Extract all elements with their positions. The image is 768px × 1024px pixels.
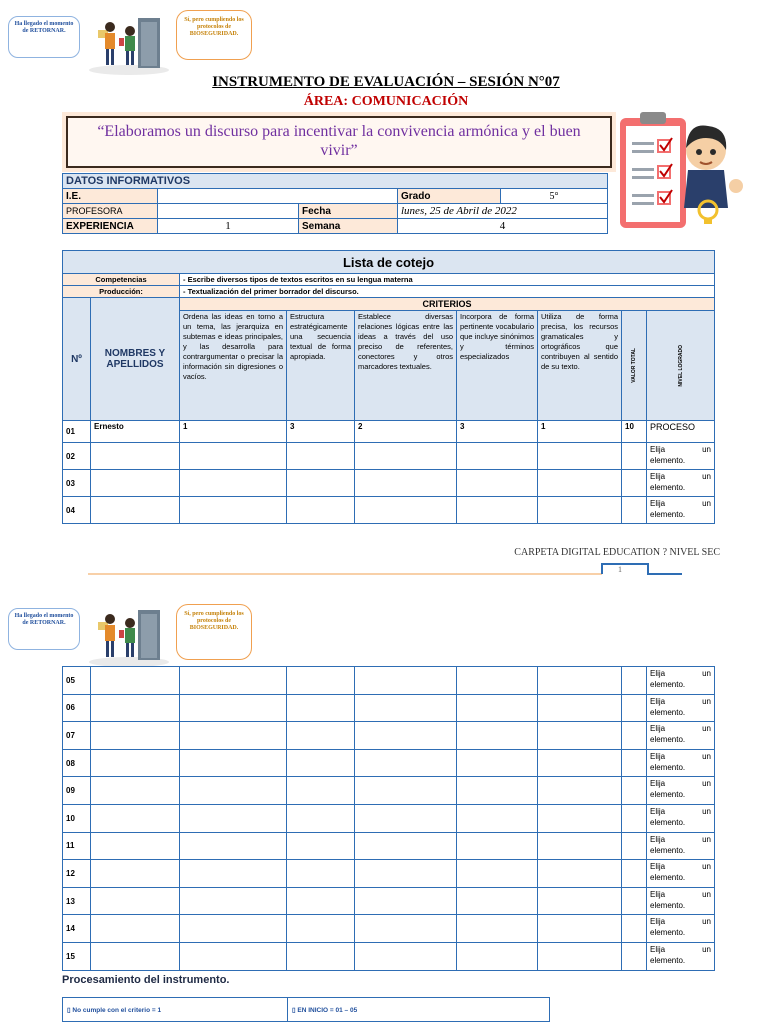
student-name[interactable] (91, 915, 180, 943)
table-row (63, 942, 715, 970)
row-number: 11 (63, 832, 91, 860)
experiencia-label: EXPERIENCIA (63, 219, 158, 234)
score-c4[interactable] (457, 497, 538, 524)
score-c1[interactable] (180, 915, 287, 943)
score-c5[interactable] (538, 860, 622, 888)
area-title: ÁREA: COMUNICACIÓN (303, 94, 469, 109)
score-c4[interactable] (457, 860, 538, 888)
score-c5[interactable] (538, 887, 622, 915)
score-c1[interactable] (180, 470, 287, 497)
score-c2[interactable] (287, 667, 355, 695)
criterion-4: Incorpora de forma pertinente vocabulario que incluye sinónimos y términos especializados (457, 311, 538, 421)
score-c5[interactable] (538, 667, 622, 695)
row-number: 09 (63, 777, 91, 805)
lista-cotejo-table (62, 250, 715, 524)
student-name[interactable] (91, 497, 180, 524)
score-c5[interactable] (538, 832, 622, 860)
row-number: 08 (63, 749, 91, 777)
score-c3[interactable] (355, 832, 457, 860)
fecha-label: Fecha (299, 204, 398, 219)
score-c4[interactable] (457, 443, 538, 470)
nivel-logrado-select[interactable]: Elija un elemento. (647, 470, 715, 497)
valor-total (622, 915, 647, 943)
valor-total: 10 (622, 421, 647, 443)
score-c4[interactable] (457, 470, 538, 497)
speech-bubble-right: Sí, pero cumpliendo los protocolos de BIOSEGURIDAD. (176, 10, 252, 60)
nivel-logrado-select[interactable]: Elija un elemento. (647, 860, 715, 888)
score-c1[interactable] (180, 722, 287, 750)
score-c3[interactable] (355, 722, 457, 750)
student-name[interactable] (91, 942, 180, 970)
valor-total (622, 443, 647, 470)
students-door-icon (86, 606, 172, 668)
speech-bubble-left: Ha llegado el momento de RETORNAR. (8, 608, 80, 650)
score-c4[interactable] (457, 804, 538, 832)
nivel-logrado-select[interactable]: Elija un elemento. (647, 722, 715, 750)
produccion-value: - Textualización del primer borrador del discurso. (180, 286, 715, 298)
row-number: 01 (63, 421, 91, 443)
legend-en-inicio: ▯ EN INICIO = 01 – 05 (288, 998, 550, 1022)
score-c2[interactable] (287, 777, 355, 805)
score-c4[interactable] (457, 915, 538, 943)
score-c5[interactable] (538, 777, 622, 805)
score-c1[interactable] (180, 443, 287, 470)
semana-value[interactable]: 4 (398, 219, 608, 234)
score-c5[interactable] (538, 443, 622, 470)
n-header: Nº (63, 298, 91, 421)
nivel-logrado-select[interactable]: Elija un elemento. (647, 832, 715, 860)
nivel-logrado-select[interactable]: Elija un elemento. (647, 497, 715, 524)
criterion-2: Estructura estratégicamente una secuencia textual de forma apropiada. (287, 311, 355, 421)
nivel-logrado-header: NIVEL LOGRADO (647, 311, 715, 421)
footer-text: CARPETA DIGITAL EDUCATION ? NIVEL SEC (514, 547, 720, 558)
table-row (63, 749, 715, 777)
table-row (63, 804, 715, 832)
table-row (63, 722, 715, 750)
valor-total (622, 777, 647, 805)
score-c3[interactable] (355, 804, 457, 832)
score-c2[interactable] (287, 942, 355, 970)
lista-title: Lista de cotejo (63, 251, 715, 274)
nivel-logrado-select[interactable]: Elija un elemento. (647, 667, 715, 695)
score-c3[interactable] (355, 443, 457, 470)
valor-total (622, 749, 647, 777)
score-c4[interactable] (457, 887, 538, 915)
score-c1[interactable] (180, 887, 287, 915)
score-c1[interactable] (180, 497, 287, 524)
score-c1[interactable] (180, 832, 287, 860)
criterios-header: CRITERIOS (180, 298, 715, 311)
competencias-value: - Escribe diversos tipos de textos escritos en su lengua materna (180, 274, 715, 286)
student-name[interactable] (91, 887, 180, 915)
table-row (63, 443, 715, 470)
criterion-3: Establece diversas relaciones lógicas entre las ideas a través del uso preciso de referentes, conectores y otros marcadores textuales. (355, 311, 457, 421)
score-c4[interactable] (457, 777, 538, 805)
score-c4[interactable] (457, 694, 538, 722)
score-c3[interactable] (355, 694, 457, 722)
clipboard-checklist-icon (616, 108, 746, 234)
score-c3[interactable] (355, 667, 457, 695)
score-c4[interactable] (457, 749, 538, 777)
bullet-icon: ▯ (292, 1006, 296, 1014)
score-c1[interactable] (180, 860, 287, 888)
speech-bubble-right: Sí, pero cumpliendo los protocolos de BIOSEGURIDAD. (176, 604, 252, 660)
nivel-logrado-select[interactable]: Elija un elemento. (647, 915, 715, 943)
ie-value[interactable] (158, 189, 398, 204)
table-row (63, 915, 715, 943)
score-c3[interactable] (355, 942, 457, 970)
score-c5[interactable] (538, 497, 622, 524)
grado-label: Grado (398, 189, 501, 204)
nivel-logrado-select[interactable]: Elija un elemento. (647, 749, 715, 777)
score-c5[interactable] (538, 942, 622, 970)
score-c1[interactable] (180, 942, 287, 970)
table-row (63, 470, 715, 497)
row-number: 14 (63, 915, 91, 943)
score-c5[interactable]: 1 (538, 421, 622, 443)
score-c1[interactable] (180, 749, 287, 777)
valor-total-header: VALOR TOTAL (622, 311, 647, 421)
score-c2[interactable]: 3 (287, 421, 355, 443)
score-c2[interactable] (287, 497, 355, 524)
score-c2[interactable] (287, 470, 355, 497)
score-c5[interactable] (538, 915, 622, 943)
row-number: 15 (63, 942, 91, 970)
score-c4[interactable] (457, 832, 538, 860)
grado-value[interactable]: 5° (501, 189, 608, 204)
score-c2[interactable] (287, 749, 355, 777)
score-c4[interactable]: 3 (457, 421, 538, 443)
fecha-value[interactable]: lunes, 25 de Abril de 2022 (398, 204, 608, 219)
student-name[interactable] (91, 860, 180, 888)
score-c4[interactable] (457, 942, 538, 970)
row-number: 02 (63, 443, 91, 470)
table-row (63, 421, 715, 443)
valor-total (622, 887, 647, 915)
score-c5[interactable] (538, 804, 622, 832)
table-row (63, 777, 715, 805)
score-c5[interactable] (538, 470, 622, 497)
score-c3[interactable] (355, 915, 457, 943)
student-name[interactable] (91, 777, 180, 805)
session-title: “Elaboramos un discurso para incentivar la convivencia armónica y el buen vivir” (66, 116, 612, 168)
student-name[interactable] (91, 722, 180, 750)
valor-total (622, 832, 647, 860)
valor-total (622, 860, 647, 888)
criterion-1: Ordena las ideas en torno a un tema, las jerarquiza en subtemas e ideas principales, y las desarrolla para contrargumentar o precisar la información sin digresiones o vacíos. (180, 311, 287, 421)
table-row (63, 694, 715, 722)
nombres-header: NOMBRES Y APELLIDOS (91, 298, 180, 421)
score-c5[interactable] (538, 749, 622, 777)
row-number: 03 (63, 470, 91, 497)
valor-total (622, 942, 647, 970)
student-name[interactable] (91, 694, 180, 722)
nivel-logrado-select[interactable]: Elija un elemento. (647, 887, 715, 915)
row-number: 10 (63, 804, 91, 832)
row-number: 07 (63, 722, 91, 750)
profesora-label: PROFESORA (63, 204, 158, 219)
nivel-logrado-select[interactable]: Elija un elemento. (647, 804, 715, 832)
main-title: INSTRUMENTO DE EVALUACIÓN – SESIÓN N°07 (212, 74, 560, 90)
datos-heading: DATOS INFORMATIVOS (63, 174, 608, 189)
table-row (63, 887, 715, 915)
score-c2[interactable] (287, 443, 355, 470)
students-door-icon (86, 14, 172, 76)
score-c2[interactable] (287, 722, 355, 750)
score-c4[interactable] (457, 667, 538, 695)
student-name[interactable] (91, 667, 180, 695)
experiencia-value[interactable]: 1 (158, 219, 299, 234)
row-number: 06 (63, 694, 91, 722)
score-c2[interactable] (287, 804, 355, 832)
table-row (63, 497, 715, 524)
student-name[interactable] (91, 470, 180, 497)
row-number: 05 (63, 667, 91, 695)
score-c1[interactable] (180, 804, 287, 832)
score-c1[interactable] (180, 667, 287, 695)
row-number: 13 (63, 887, 91, 915)
student-name[interactable] (91, 443, 180, 470)
score-c3[interactable] (355, 749, 457, 777)
row-number: 04 (63, 497, 91, 524)
semana-label: Semana (299, 219, 398, 234)
score-c5[interactable] (538, 722, 622, 750)
score-c3[interactable] (355, 497, 457, 524)
score-c1[interactable]: 1 (180, 421, 287, 443)
ie-label: I.E. (63, 189, 158, 204)
score-c2[interactable] (287, 915, 355, 943)
competencias-label: Competencias (63, 274, 180, 286)
student-name[interactable] (91, 832, 180, 860)
score-c2[interactable] (287, 860, 355, 888)
score-c3[interactable] (355, 887, 457, 915)
score-c3[interactable] (355, 860, 457, 888)
score-c3[interactable]: 2 (355, 421, 457, 443)
bullet-icon: ▯ (67, 1006, 71, 1014)
student-name[interactable] (91, 749, 180, 777)
table-row (63, 860, 715, 888)
page-number: 1 (618, 565, 622, 574)
legend-no-cumple: ▯ No cumple con el criterio = 1 (63, 998, 288, 1022)
produccion-label: Producción: (63, 286, 180, 298)
datos-informativos-table (62, 173, 608, 234)
table-row (63, 832, 715, 860)
nivel-logrado-select[interactable]: Elija un elemento. (647, 942, 715, 970)
criterion-5: Utiliza de forma precisa, los recursos gramaticales y ortográficos que contribuyen al sentido de su texto. (538, 311, 622, 421)
score-c3[interactable] (355, 470, 457, 497)
procesamiento-title: Procesamiento del instrumento. (62, 974, 230, 986)
student-name[interactable] (91, 804, 180, 832)
score-c2[interactable] (287, 694, 355, 722)
nivel-logrado-select[interactable]: Elija un elemento. (647, 694, 715, 722)
score-c4[interactable] (457, 722, 538, 750)
score-c2[interactable] (287, 832, 355, 860)
nivel-logrado-select[interactable]: Elija un elemento. (647, 443, 715, 470)
score-c1[interactable] (180, 777, 287, 805)
score-c3[interactable] (355, 777, 457, 805)
student-name[interactable]: Ernesto (91, 421, 180, 443)
footer-line (88, 560, 688, 578)
procesamiento-table (62, 997, 550, 1022)
score-c2[interactable] (287, 887, 355, 915)
score-c5[interactable] (538, 694, 622, 722)
valor-total (622, 694, 647, 722)
table-row (63, 667, 715, 695)
row-number: 12 (63, 860, 91, 888)
valor-total (622, 804, 647, 832)
nivel-logrado-select[interactable]: PROCESO (647, 421, 715, 443)
score-c1[interactable] (180, 694, 287, 722)
nivel-logrado-select[interactable]: Elija un elemento. (647, 777, 715, 805)
speech-bubble-left: Ha llegado el momento de RETORNAR. (8, 16, 80, 58)
lista-cotejo-table-continued (62, 666, 715, 971)
valor-total (622, 497, 647, 524)
valor-total (622, 667, 647, 695)
profesora-value[interactable] (158, 204, 299, 219)
valor-total (622, 470, 647, 497)
valor-total (622, 722, 647, 750)
